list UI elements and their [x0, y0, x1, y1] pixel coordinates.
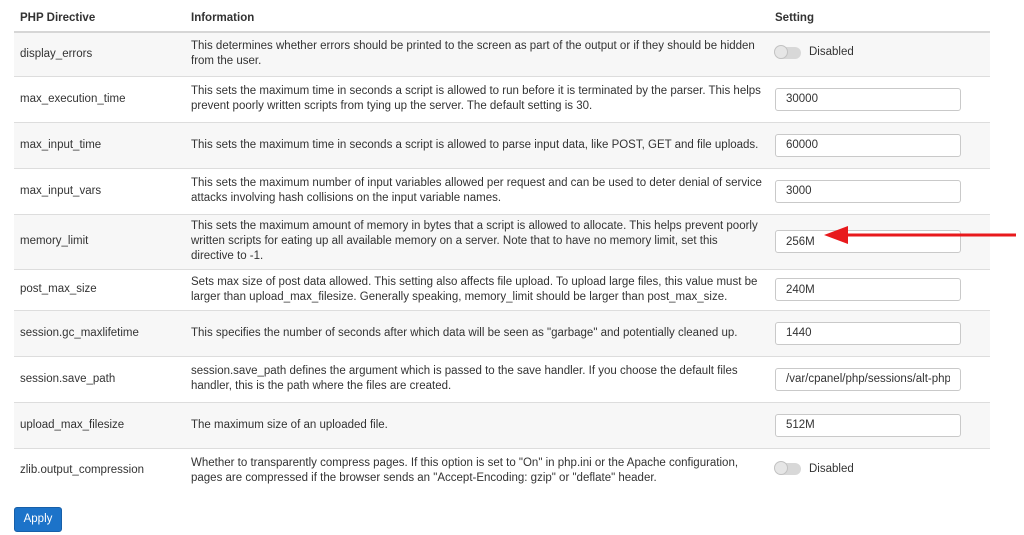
setting-cell [769, 269, 990, 310]
row-max-input-time [14, 122, 990, 168]
directive-info: This sets the maximum amount of memory in bytes that a script is allowed to allocate. This helps prevent poorly written scripts for eating up all available memory on a server. Note that to have no memory limit, set this directive to -1. [185, 214, 769, 269]
max-input-time-input[interactable] [775, 134, 961, 157]
directive-info: This sets the maximum number of input variables allowed per request and can be used to deter denial of service attacks involving hash collisions on the input variable names. [185, 168, 769, 214]
column-header-information: Information [185, 4, 769, 32]
column-header-directive: PHP Directive [14, 4, 185, 32]
session-save-path-input[interactable] [775, 368, 961, 391]
post-max-size-input[interactable] [775, 278, 961, 301]
setting-cell [769, 32, 990, 76]
php-options-panel [14, 4, 990, 493]
directive-info: Sets max size of post data allowed. This setting also affects file upload. To upload large files, this value must be larger than upload_max_filesize. Generally speaking, memory_limit should be larger than post_max_size. [185, 269, 769, 310]
setting-cell [769, 356, 990, 402]
session-gc-maxlifetime-input[interactable] [775, 322, 961, 345]
apply-button[interactable]: Apply [14, 507, 62, 532]
table-header-row [14, 4, 990, 32]
directive-name: max_input_time [14, 122, 185, 168]
row-session-gc-maxlifetime [14, 310, 990, 356]
max-execution-time-input[interactable] [775, 88, 961, 111]
directive-name: memory_limit [14, 214, 185, 269]
directive-info: Whether to transparently compress pages. If this option is set to "On" in php.ini or the Apache configuration, pages are compressed if the browser sends an "Accept-Encoding: gzip" or "deflate" header. [185, 448, 769, 493]
directive-name: upload_max_filesize [14, 402, 185, 448]
directive-name: zlib.output_compression [14, 448, 185, 493]
display-errors-toggle[interactable] [775, 45, 854, 60]
directive-info: This specifies the number of seconds after which data will be seen as "garbage" and potentially cleaned up. [185, 310, 769, 356]
directive-info: session.save_path defines the argument which is passed to the save handler. If you choose the default files handler, this is the path where the files are created. [185, 356, 769, 402]
setting-cell [769, 122, 990, 168]
setting-cell [769, 402, 990, 448]
directive-name: display_errors [14, 32, 185, 76]
directive-name: post_max_size [14, 269, 185, 310]
upload-max-filesize-input[interactable] [775, 414, 961, 437]
setting-cell [769, 310, 990, 356]
directive-info: This sets the maximum time in seconds a script is allowed to run before it is terminated by the parser. This helps prevent poorly written scripts from tying up the server. The default setting is 30. [185, 76, 769, 122]
max-input-vars-input[interactable] [775, 180, 961, 203]
setting-cell [769, 214, 990, 269]
directive-name: max_input_vars [14, 168, 185, 214]
toggle-knob[interactable] [774, 45, 788, 59]
setting-cell [769, 76, 990, 122]
directive-name: session.save_path [14, 356, 185, 402]
toggle-knob[interactable] [774, 461, 788, 475]
directive-info: The maximum size of an uploaded file. [185, 402, 769, 448]
row-memory-limit [14, 214, 990, 269]
toggle-label: Disabled [809, 46, 854, 58]
memory-limit-input[interactable] [775, 230, 961, 253]
row-upload-max-filesize [14, 402, 990, 448]
directive-info: This sets the maximum time in seconds a script is allowed to parse input data, like POST, GET and file uploads. [185, 122, 769, 168]
column-header-setting: Setting [769, 4, 990, 32]
directive-info: This determines whether errors should be printed to the screen as part of the output or if they should be hidden from the user. [185, 32, 769, 76]
directive-name: max_execution_time [14, 76, 185, 122]
toggle-label: Disabled [809, 462, 854, 475]
setting-cell [769, 448, 990, 493]
row-zlib-output-compression [14, 448, 990, 493]
row-post-max-size [14, 269, 990, 310]
php-directives-table [14, 4, 990, 493]
row-session-save-path [14, 356, 990, 402]
row-display-errors [14, 32, 990, 76]
setting-cell [769, 168, 990, 214]
row-max-input-vars [14, 168, 990, 214]
row-max-execution-time [14, 76, 990, 122]
zlib-output-compression-toggle[interactable] [775, 462, 854, 477]
directive-name: session.gc_maxlifetime [14, 310, 185, 356]
toggle-track[interactable] [775, 463, 801, 475]
toggle-track[interactable] [775, 47, 801, 59]
